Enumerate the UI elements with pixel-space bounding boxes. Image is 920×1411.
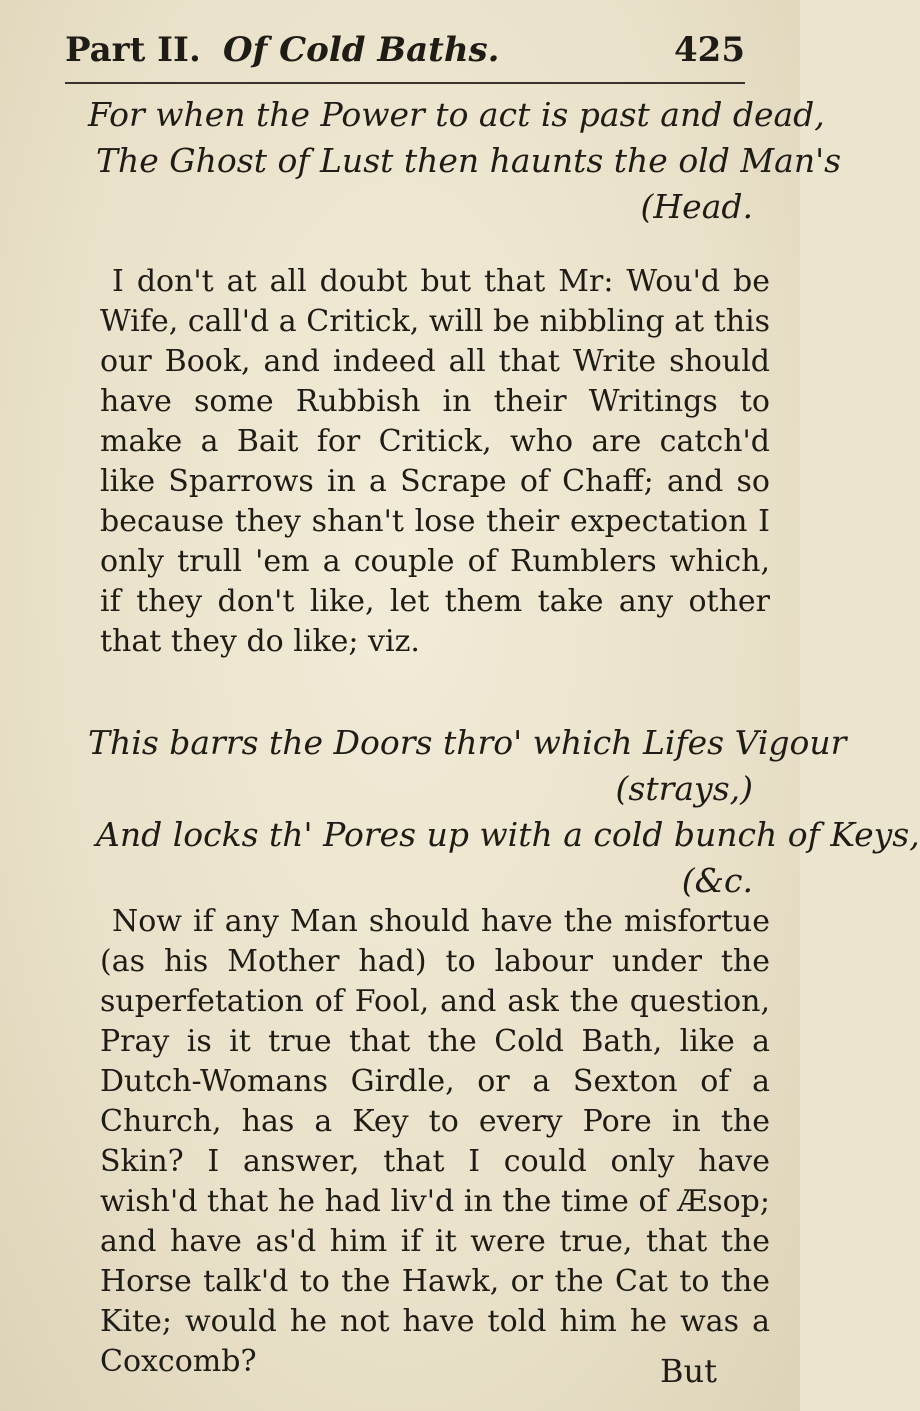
header-part: Part II. [65, 30, 201, 70]
verse-line: For when the Power to act is past and dead, [88, 95, 825, 134]
running-header [65, 30, 745, 80]
verse-couplet-1 [88, 92, 842, 230]
verse-line: The Ghost of Lust then haunts the old Man's [96, 141, 842, 180]
header-rule [65, 82, 745, 84]
catchword: But [660, 1352, 717, 1390]
paragraph-cold-bath: Now if any Man should have the misfortue (as his Mother had) to labour under the superfetation of Fool, and ask the question, Pray is it true that the Cold Bath, like a Dutch-Womans Girdle, or a Sexton of a Church, has a Key to every Pore in the Skin? I answer, that I could only have wish'd that he had liv'd in the time of Æsop; and have as'd him if it were true, that the Horse talk'd to the Hawk, or the Cat to the Kite; would he not have told him he was a Coxcomb? [100, 904, 770, 1379]
page-number: 425 [674, 30, 745, 70]
verse-line: This barrs the Doors thro' which Lifes Vigour [88, 723, 847, 762]
verse-couplet-2 [88, 720, 920, 904]
header-title: Of Cold Baths. [223, 30, 500, 70]
verse-line-turnover: (&c. [681, 861, 753, 900]
verse-line-turnover: (Head. [640, 187, 753, 226]
verse-line: And locks th' Pores up with a cold bunch of Keys, [96, 815, 920, 854]
verse-line-turnover: (strays,) [615, 769, 753, 808]
paragraph-critick: I don't at all doubt but that Mr: Wou'd be Wife, call'd a Critick, will be nibbling at this our Book, and indeed all that Write should have some Rubbish in their Writings to make a Bait for Critick, who are catch'd like Sparrows in a Scrape of Chaff; and so because they shan't lose their expectation I only trull 'em a couple of Rumblers which, if they don't like, let them take any other that they do like; viz. [100, 264, 770, 659]
